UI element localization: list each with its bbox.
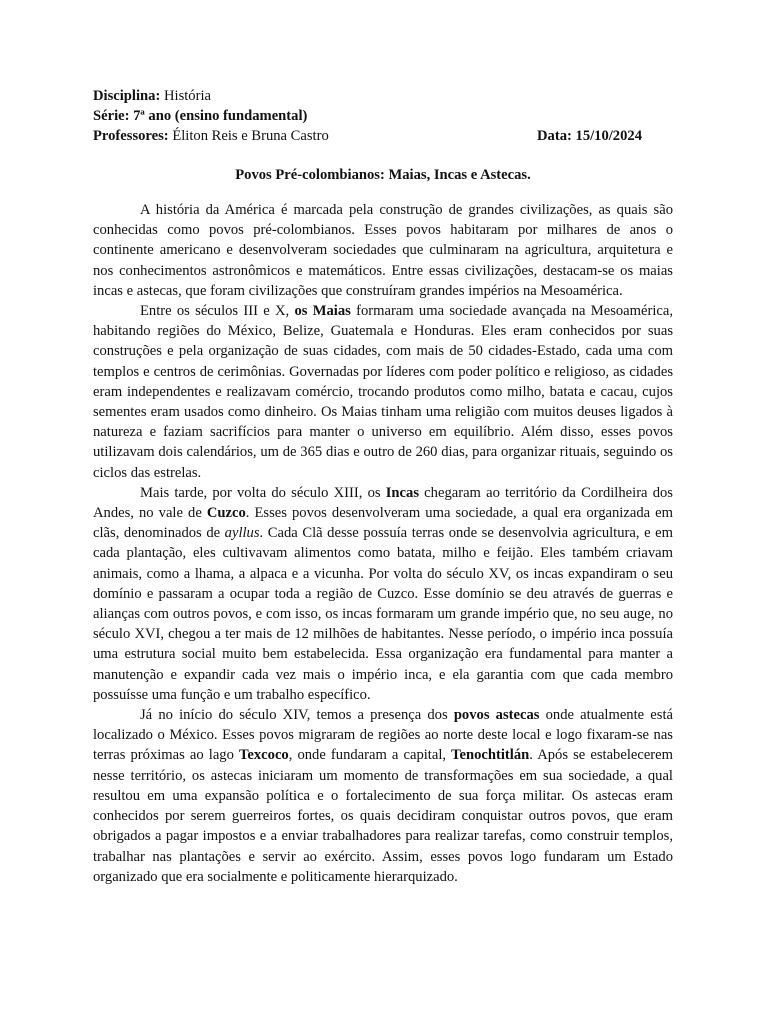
teachers-label: Professores: [93, 128, 169, 144]
date-value: 15/10/2024 [575, 128, 642, 144]
teachers-value: Éliton Reis e Bruna Castro [172, 128, 329, 144]
teachers-line [93, 126, 673, 146]
bold-term-cuzco: Cuzco [206, 505, 246, 522]
paragraph-incas [93, 483, 673, 705]
text-segment: Mais tarde, por volta do século XIII, os [140, 484, 386, 501]
paragraph-maias [93, 301, 673, 483]
text-segment: . Após se estabelecerem nesse território, os astecas iniciaram um momento de transformações em sua sociedade, a qual resultou em uma expansão política e o fortalecimento de sua força militar. Os astecas eram conhecidos por serem guerreiros fortes, os quais decidiram conquistar outros povos, que eram obrigados a pagar impostos e a enviar trabalhadores para realizar tarefas, como construir templos, trabalhar nas plantações e servir ao exército. Assim, esses povos logo fundaram um Estado organizado que era socialmente e politicamente hierarquizado. [93, 747, 673, 885]
text-segment: onde atualmente está localizado o México. Esses povos migraram de regiões ao norte deste local e logo fixaram-se nas terras próximas ao lago [93, 707, 673, 764]
bold-term-tenochtitlan: Tenochtitlán [451, 747, 530, 764]
text-segment: Entre os séculos III e X, [140, 303, 295, 320]
text-segment: . Cada Clã desse possuía terras onde se desenvolvia agricultura, e em cada plantação, eles cultivavam alimentos como batata, milho e feijão. Eles também criavam animais, como a lhama, a alpaca e a vicunha. Por volta do século XV, os incas expandiram o seu domínio e passaram a ocupar toda a região de Cuzco. Esse domínio se deu através de guerras e alianças com outros povos, e com isso, os incas formaram um grande império que, no seu auge, no século XVI, chegou a ter mais de 12 milhões de habitantes. Nesse período, o império inca possuía uma estrutura social muito bem estabelecida. Essa organização era fundamental para manter a manutenção e expandir cada vez mais o império inca, e ela garantia com que cada membro possuísse uma função e um trabalho específico. [93, 525, 673, 703]
text-segment: , onde fundaram a capital, [288, 747, 452, 764]
date-block [537, 126, 642, 146]
text-segment: chegaram ao território da Cordilheira dos Andes, no vale de [93, 484, 673, 522]
bold-term-incas: Incas [385, 484, 419, 501]
paragraph-astecas [93, 705, 673, 887]
bold-term-povos-astecas: povos astecas [453, 707, 540, 724]
discipline-value: História [163, 88, 211, 104]
text-segment: . Esses povos desenvolveram uma sociedade, a qual era organizada em clãs, denominados de [93, 505, 673, 542]
text-segment: formaram uma sociedade avançada na Mesoamérica, habitando regiões do México, Belize, Guatemala e Honduras. Eles eram conhecidos por suas construções e pela organização de suas cidades, com mais de 50 cidades-Estado, cada uma com templos e centros de cerimônias. Governadas por líderes com poder político e religioso, as cidades eram independentes e realizavam comércio, trocando produtos como milho, batata e cacau, cujos sementes eram usados como dinheiro. Os Maias tinham uma religião com muitos deuses ligados à natureza e faziam sacrifícios para manter o universo em equilíbrio. Além disso, esses povos utilizavam dois calendários, um de 365 dias e outro de 260 dias, para organizar rituais, seguindo os ciclos das estrelas. [93, 303, 673, 481]
text-segment: Já no início do século XIV, temos a presença dos [140, 707, 454, 724]
document-body [93, 200, 673, 887]
bold-term-maias: os Maias [294, 303, 351, 320]
date-label: Data: [537, 128, 572, 144]
discipline-label: Disciplina: [93, 88, 161, 104]
italic-term-ayllus: ayllus [224, 525, 260, 542]
paragraph-intro: A história da América é marcada pela construção de grandes civilizações, as quais são conhecidas como povos pré-colombianos. Esses povos habitaram por milhares de anos o continente americano e desenvolveram sociedades que culminaram na agricultura, arquitetura e nos conhecimentos astronômicos e matemáticos. Entre essas civilizações, destacam-se os maias incas e astecas, que foram civilizações que construíram grandes impérios na Mesoamérica. [93, 202, 673, 299]
document-title: Povos Pré-colombianos: Maias, Incas e Astecas. [235, 167, 531, 183]
grade-line [93, 106, 673, 126]
grade-label: Série: 7ª ano (ensino fundamental) [93, 108, 308, 124]
discipline-line [93, 86, 673, 106]
document-page [93, 86, 673, 887]
bold-term-texcoco: Texcoco [239, 747, 289, 764]
